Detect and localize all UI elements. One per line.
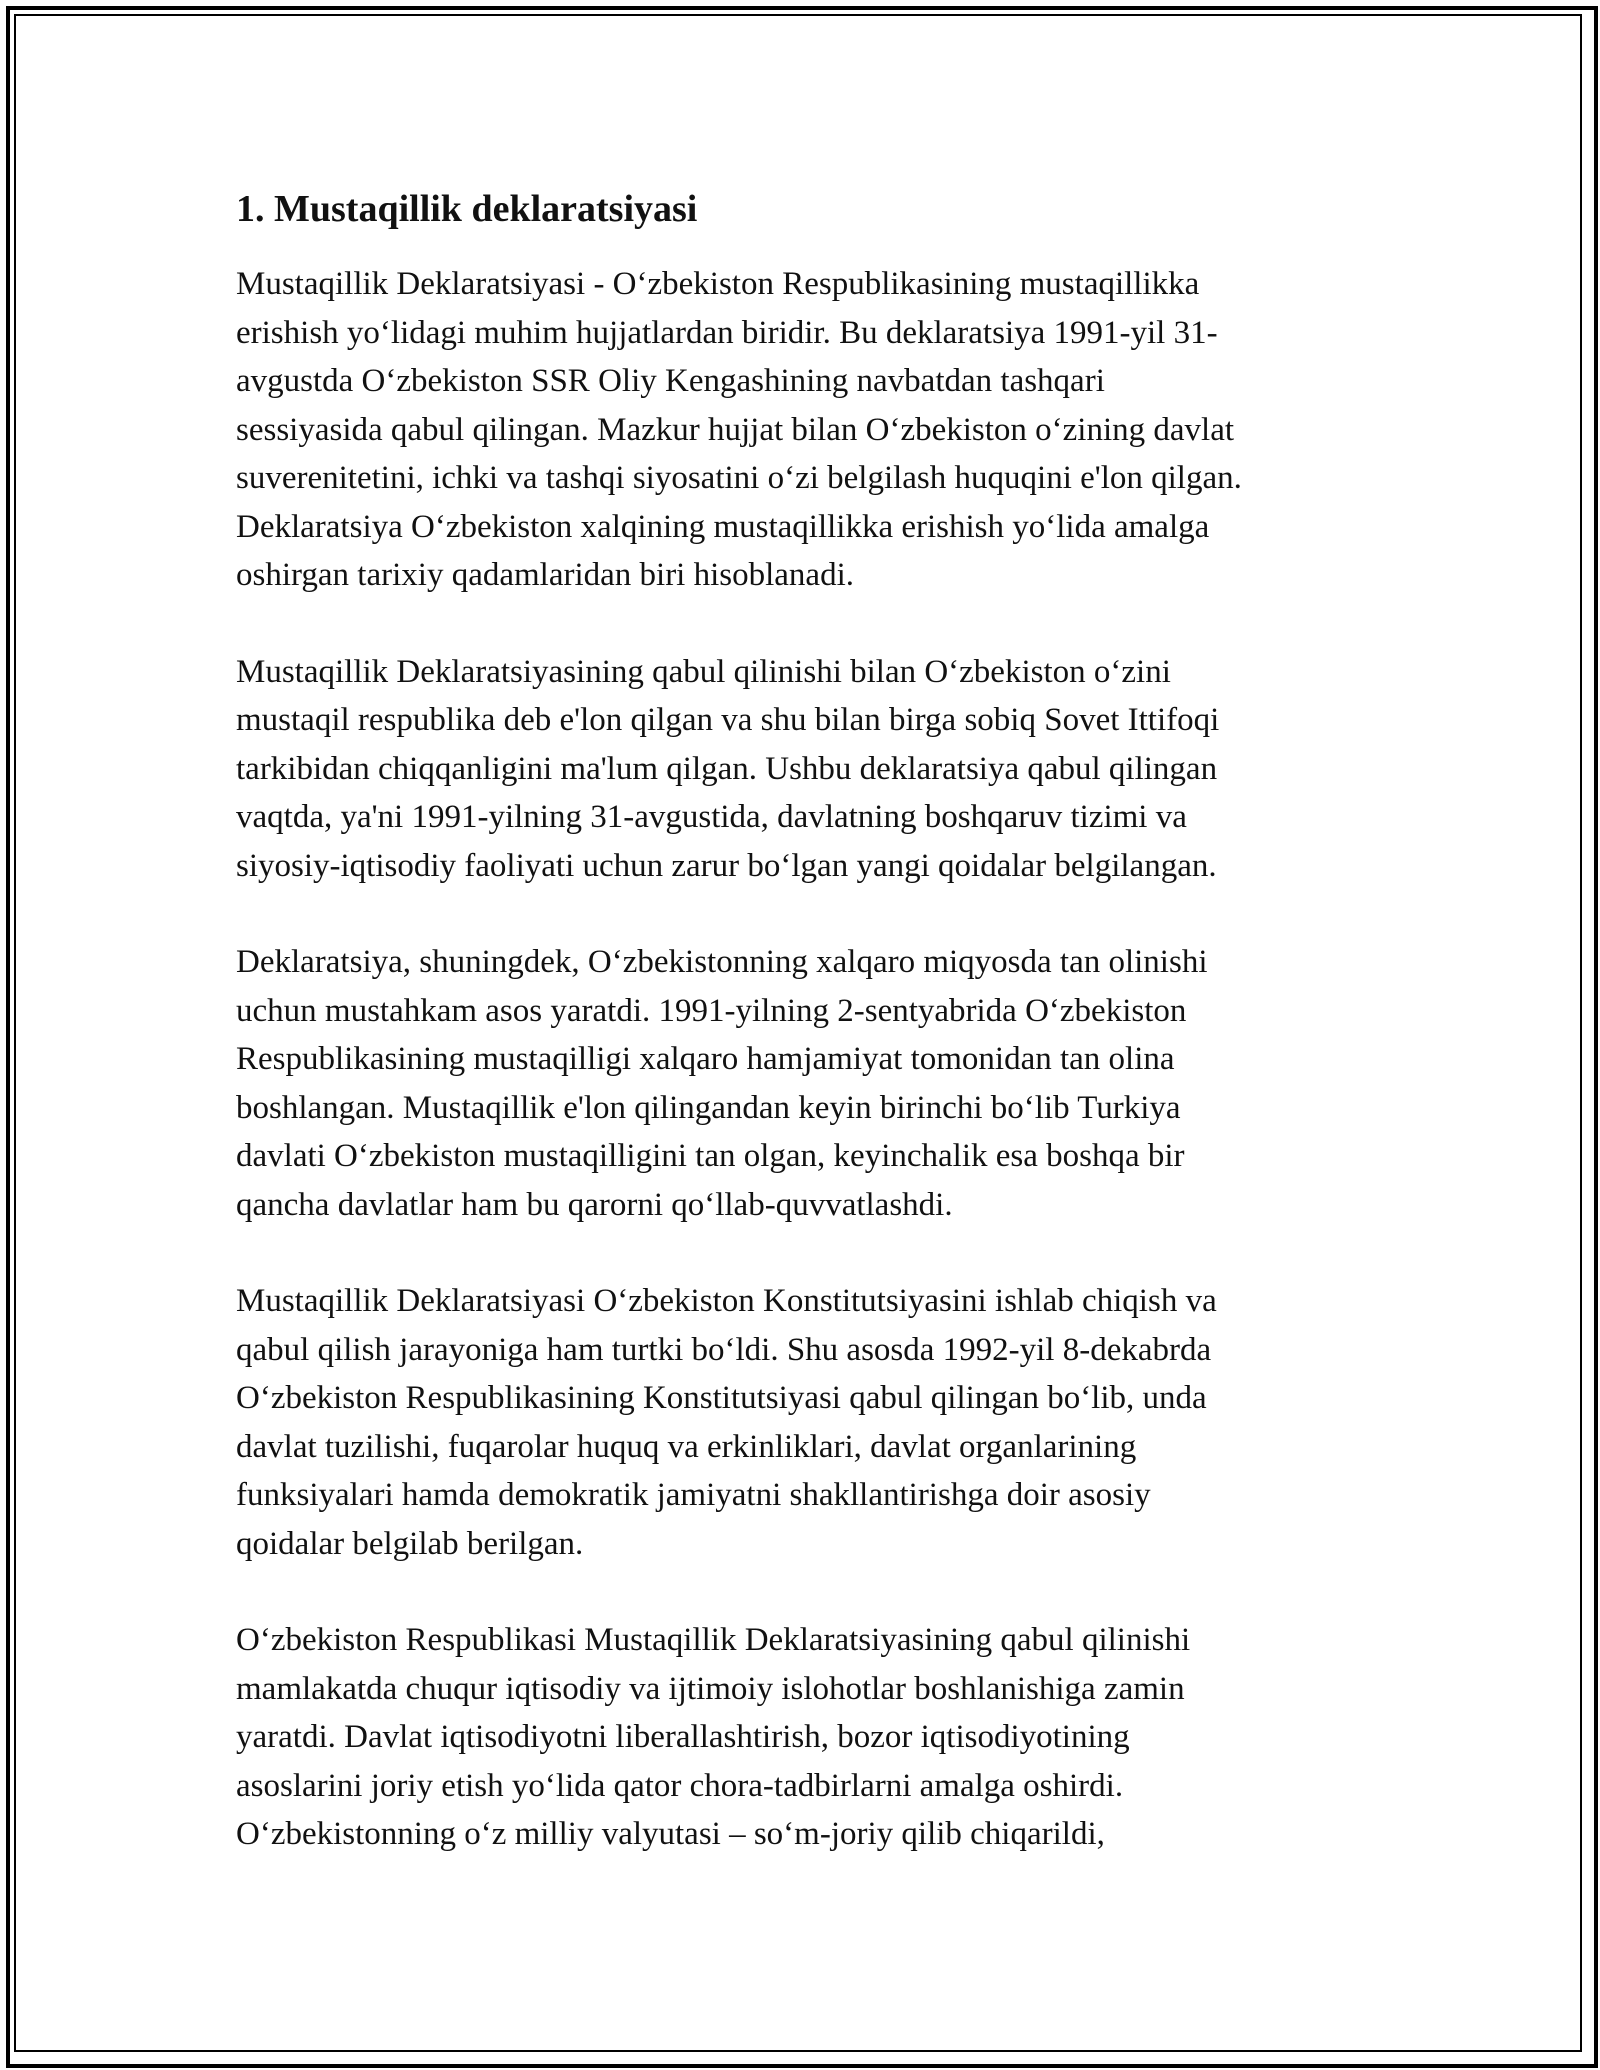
paragraph-1-line-3: avgustda O‘zbekiston SSR Oliy Kengashining navbatdan tashqari	[236, 363, 1105, 399]
paragraph-5-line-3: yaratdi. Davlat iqtisodiyotni liberallashtirish, bozor iqtisodiyotining	[236, 1719, 1130, 1755]
paragraph-2-line-1: Mustaqillik Deklaratsiyasining qabul qilinishi bilan O‘zbekiston o‘zini	[236, 653, 1171, 690]
paragraph-4-line-1: Mustaqillik Deklaratsiyasi O‘zbekiston Konstitutsiyasini ishlab chiqish va	[236, 1283, 1217, 1319]
paragraph-4-line-6: qoidalar belgilab berilgan.	[236, 1525, 584, 1562]
paragraph-1-line-1: Mustaqillik Deklaratsiyasi - O‘zbekiston Respublikasining mustaqillikka	[236, 266, 1200, 302]
paragraph-1-line-4: sessiyasida qabul qilingan. Mazkur hujjat bilan O‘zbekiston o‘zining davlat	[236, 411, 1235, 448]
paragraph-2-line-5: siyosiy-iqtisodiy faoliyati uchun zarur bo‘lgan yangi qoidalar belgilangan.	[236, 847, 1217, 884]
paragraph-5-line-4: asoslarini joriy etish yo‘lida qator chora-tadbirlarni amalga oshirdi.	[236, 1767, 1124, 1804]
paragraph-1-line-2: erishish yo‘lidagi muhim hujjatlardan biridir. Bu deklaratsiya 1991-yil 31-	[236, 314, 1218, 351]
paragraph-3-line-6: qancha davlatlar ham bu qarorni qo‘llab-quvvatlashdi.	[236, 1186, 953, 1223]
paragraph-2-line-4: vaqtda, ya'ni 1991-yilning 31-avgustida, davlatning boshqaruv tizimi va	[236, 799, 1187, 835]
paragraph-4-line-5: funksiyalari hamda demokratik jamiyatni shakllantirishga doir asosiy	[236, 1477, 1151, 1513]
paragraph-5-line-1: O‘zbekiston Respublikasi Mustaqillik Deklaratsiyasining qabul qilinishi	[236, 1622, 1191, 1658]
paragraph-3-line-4: boshlangan. Mustaqillik e'lon qilingandan keyin birinchi bo‘lib Turkiya	[236, 1089, 1181, 1126]
document-title: 1. Mustaqillik deklaratsiyasi	[236, 188, 698, 230]
paragraph-4-line-3: O‘zbekiston Respublikasining Konstitutsiyasi qabul qilingan bo‘lib, unda	[236, 1380, 1207, 1416]
paragraph-3-line-2: uchun mustahkam asos yaratdi. 1991-yilning 2-sentyabrida O‘zbekiston	[236, 992, 1187, 1029]
paragraph-3-line-5: davlati O‘zbekiston mustaqilligini tan olgan, keyinchalik esa boshqa bir	[236, 1138, 1185, 1174]
paragraph-4	[236, 1277, 1376, 1568]
paragraph-4-line-4: davlat tuzilishi, fuqarolar huquq va erkinliklari, davlat organlarining	[236, 1428, 1137, 1465]
paragraph-5-line-2: mamlakatda chuqur iqtisodiy va ijtimoiy islohotlar boshlanishiga zamin	[236, 1670, 1185, 1707]
paragraph-5	[236, 1616, 1376, 1859]
paragraph-1-line-6: Deklaratsiya O‘zbekiston xalqining mustaqillikka erishish yo‘lida amalga	[236, 508, 1210, 545]
document-body	[236, 184, 1376, 1859]
paragraph-3-line-1: Deklaratsiya, shuningdek, O‘zbekistonning xalqaro miqyosda tan olinishi	[236, 944, 1208, 980]
paragraph-1	[236, 260, 1376, 600]
paragraph-3-line-3: Respublikasining mustaqilligi xalqaro hamjamiyat tomonidan tan olina	[236, 1041, 1175, 1077]
paragraph-4-line-2: qabul qilish jarayoniga ham turtki bo‘ldi. Shu asosda 1992-yil 8-dekabrda	[236, 1331, 1212, 1368]
paragraph-1-line-5: suverenitetini, ichki va tashqi siyosatini o‘zi belgilash huquqini e'lon qilgan.	[236, 460, 1242, 496]
paragraph-2-line-2: mustaqil respublika deb e'lon qilgan va shu bilan birga sobiq Sovet Ittifoqi	[236, 702, 1220, 738]
paragraph-2-line-3: tarkibidan chiqqanligini ma'lum qilgan. Ushbu deklaratsiya qabul qilingan	[236, 750, 1218, 787]
paragraph-3	[236, 938, 1376, 1229]
paragraph-2	[236, 648, 1376, 891]
paragraph-5-line-5: O‘zbekistonning o‘z milliy valyutasi – so‘m-joriy qilib chiqarildi,	[236, 1816, 1105, 1852]
paragraph-1-line-7: oshirgan tarixiy qadamlaridan biri hisoblanadi.	[236, 557, 854, 593]
